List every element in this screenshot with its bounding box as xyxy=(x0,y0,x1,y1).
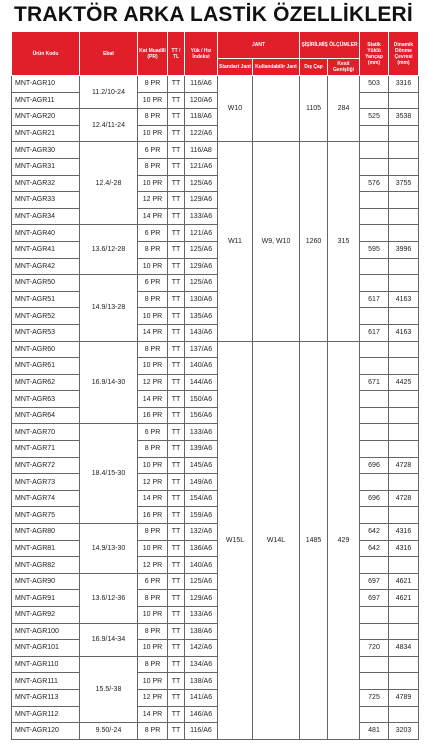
load-speed-cell: 139/A6 xyxy=(185,441,218,458)
static-radius-cell xyxy=(360,623,389,640)
ply-rating-cell: 8 PR xyxy=(138,723,168,740)
tt-tl-cell: TT xyxy=(168,490,185,507)
ply-rating-cell: 10 PR xyxy=(138,125,168,142)
ply-rating-cell: 8 PR xyxy=(138,76,168,93)
product-code-cell: MNT-AGR63 xyxy=(12,391,80,408)
ply-rating-cell: 6 PR xyxy=(138,225,168,242)
product-code-cell: MNT-AGR62 xyxy=(12,374,80,391)
rolling-circ-cell: 4728 xyxy=(389,490,419,507)
rolling-circ-cell xyxy=(389,623,419,640)
product-code-cell: MNT-AGR21 xyxy=(12,125,80,142)
outer-diameter-cell: 1105 xyxy=(300,76,328,142)
product-code-cell: MNT-AGR30 xyxy=(12,142,80,159)
size-cell: 13.6/12-28 xyxy=(80,225,138,275)
tt-tl-cell: TT xyxy=(168,374,185,391)
product-code-cell: MNT-AGR51 xyxy=(12,291,80,308)
usable-rim-cell: W14L xyxy=(253,341,300,739)
ply-rating-cell: 10 PR xyxy=(138,457,168,474)
outer-diameter-cell: 1260 xyxy=(300,142,328,341)
size-cell: 12.4/-28 xyxy=(80,142,138,225)
rolling-circ-cell xyxy=(389,308,419,325)
ply-rating-cell: 14 PR xyxy=(138,706,168,723)
rolling-circ-cell xyxy=(389,706,419,723)
static-radius-cell: 617 xyxy=(360,324,389,341)
rolling-circ-cell: 3996 xyxy=(389,241,419,258)
product-code-cell: MNT-AGR41 xyxy=(12,241,80,258)
section-width-cell: 429 xyxy=(328,341,360,739)
ply-rating-cell: 8 PR xyxy=(138,524,168,541)
static-radius-cell xyxy=(360,142,389,159)
static-radius-cell: 725 xyxy=(360,689,389,706)
static-radius-cell xyxy=(360,673,389,690)
static-radius-cell xyxy=(360,208,389,225)
rolling-circ-cell xyxy=(389,208,419,225)
static-radius-cell xyxy=(360,125,389,142)
load-speed-cell: 134/A6 xyxy=(185,656,218,673)
load-speed-cell: 125/A6 xyxy=(185,573,218,590)
size-cell: 16.9/14-34 xyxy=(80,623,138,656)
standard-rim-cell: W10 xyxy=(218,76,253,142)
product-code-cell: MNT-AGR120 xyxy=(12,723,80,740)
tt-tl-cell: TT xyxy=(168,524,185,541)
tt-tl-cell: TT xyxy=(168,474,185,491)
static-radius-cell: 617 xyxy=(360,291,389,308)
col-header-product-code: Ürün Kodu xyxy=(12,32,80,76)
table-row xyxy=(12,76,419,93)
product-code-cell: MNT-AGR53 xyxy=(12,324,80,341)
tt-tl-cell: TT xyxy=(168,441,185,458)
ply-rating-cell: 8 PR xyxy=(138,623,168,640)
rolling-circ-cell xyxy=(389,125,419,142)
product-code-cell: MNT-AGR74 xyxy=(12,490,80,507)
product-code-cell: MNT-AGR64 xyxy=(12,407,80,424)
static-radius-cell xyxy=(360,258,389,275)
ply-rating-cell: 10 PR xyxy=(138,540,168,557)
tt-tl-cell: TT xyxy=(168,142,185,159)
ply-rating-cell: 10 PR xyxy=(138,92,168,109)
tt-tl-cell: TT xyxy=(168,109,185,126)
static-radius-cell xyxy=(360,158,389,175)
tt-tl-cell: TT xyxy=(168,92,185,109)
col-header-inflated: ŞİŞİRİLMİŞ ÖLÇÜMLER xyxy=(300,32,360,59)
col-header-rolling-circ: Dinamik Dönme Çevresi (mm) xyxy=(389,32,419,76)
product-code-cell: MNT-AGR60 xyxy=(12,341,80,358)
tt-tl-cell: TT xyxy=(168,557,185,574)
product-code-cell: MNT-AGR112 xyxy=(12,706,80,723)
rolling-circ-cell: 4728 xyxy=(389,457,419,474)
static-radius-cell: 525 xyxy=(360,109,389,126)
rolling-circ-cell xyxy=(389,391,419,408)
tt-tl-cell: TT xyxy=(168,457,185,474)
rolling-circ-cell xyxy=(389,673,419,690)
rolling-circ-cell xyxy=(389,507,419,524)
product-code-cell: MNT-AGR70 xyxy=(12,424,80,441)
static-radius-cell xyxy=(360,474,389,491)
col-header-standard-rim: Standart Jant xyxy=(218,59,253,76)
static-radius-cell: 503 xyxy=(360,76,389,93)
rolling-circ-cell xyxy=(389,92,419,109)
product-code-cell: MNT-AGR72 xyxy=(12,457,80,474)
ply-rating-cell: 12 PR xyxy=(138,474,168,491)
ply-rating-cell: 12 PR xyxy=(138,689,168,706)
product-code-cell: MNT-AGR71 xyxy=(12,441,80,458)
tt-tl-cell: TT xyxy=(168,623,185,640)
rolling-circ-cell: 3203 xyxy=(389,723,419,740)
rolling-circ-cell: 3316 xyxy=(389,76,419,93)
table-row xyxy=(12,142,419,159)
load-speed-cell: 133/A6 xyxy=(185,607,218,624)
standard-rim-cell: W15L xyxy=(218,341,253,739)
ply-rating-cell: 16 PR xyxy=(138,507,168,524)
rolling-circ-cell: 4621 xyxy=(389,590,419,607)
load-speed-cell: 125/A6 xyxy=(185,175,218,192)
tt-tl-cell: TT xyxy=(168,640,185,657)
static-radius-cell xyxy=(360,192,389,209)
ply-rating-cell: 10 PR xyxy=(138,640,168,657)
product-code-cell: MNT-AGR31 xyxy=(12,158,80,175)
tt-tl-cell: TT xyxy=(168,358,185,375)
static-radius-cell xyxy=(360,225,389,242)
tt-tl-cell: TT xyxy=(168,573,185,590)
load-speed-cell: 129/A6 xyxy=(185,590,218,607)
ply-rating-cell: 14 PR xyxy=(138,391,168,408)
ply-rating-cell: 8 PR xyxy=(138,241,168,258)
load-speed-cell: 150/A6 xyxy=(185,391,218,408)
product-code-cell: MNT-AGR33 xyxy=(12,192,80,209)
rolling-circ-cell xyxy=(389,192,419,209)
load-speed-cell: 125/A6 xyxy=(185,275,218,292)
load-speed-cell: 149/A6 xyxy=(185,474,218,491)
size-cell: 14.9/13-30 xyxy=(80,524,138,574)
product-code-cell: MNT-AGR90 xyxy=(12,573,80,590)
static-radius-cell xyxy=(360,607,389,624)
ply-rating-cell: 14 PR xyxy=(138,208,168,225)
size-cell: 15.5/-38 xyxy=(80,656,138,722)
load-speed-cell: 141/A6 xyxy=(185,689,218,706)
static-radius-cell: 671 xyxy=(360,374,389,391)
product-code-cell: MNT-AGR80 xyxy=(12,524,80,541)
tt-tl-cell: TT xyxy=(168,308,185,325)
static-radius-cell: 576 xyxy=(360,175,389,192)
static-radius-cell xyxy=(360,557,389,574)
size-cell: 9.50/-24 xyxy=(80,723,138,740)
outer-diameter-cell: 1485 xyxy=(300,341,328,739)
static-radius-cell xyxy=(360,706,389,723)
load-speed-cell: 143/A6 xyxy=(185,324,218,341)
static-radius-cell xyxy=(360,358,389,375)
static-radius-cell xyxy=(360,92,389,109)
product-code-cell: MNT-AGR34 xyxy=(12,208,80,225)
ply-rating-cell: 14 PR xyxy=(138,490,168,507)
size-cell: 12.4/11-24 xyxy=(80,109,138,142)
product-code-cell: MNT-AGR92 xyxy=(12,607,80,624)
tt-tl-cell: TT xyxy=(168,540,185,557)
rolling-circ-cell xyxy=(389,607,419,624)
static-radius-cell: 697 xyxy=(360,590,389,607)
ply-rating-cell: 10 PR xyxy=(138,358,168,375)
load-speed-cell: 136/A6 xyxy=(185,540,218,557)
rolling-circ-cell: 4789 xyxy=(389,689,419,706)
ply-rating-cell: 6 PR xyxy=(138,275,168,292)
static-radius-cell: 697 xyxy=(360,573,389,590)
tt-tl-cell: TT xyxy=(168,723,185,740)
load-speed-cell: 116/A6 xyxy=(185,76,218,93)
col-header-static-radius: Statik Yüklü Yarıçap (mm) xyxy=(360,32,389,76)
product-code-cell: MNT-AGR82 xyxy=(12,557,80,574)
product-code-cell: MNT-AGR100 xyxy=(12,623,80,640)
product-code-cell: MNT-AGR73 xyxy=(12,474,80,491)
product-code-cell: MNT-AGR81 xyxy=(12,540,80,557)
ply-rating-cell: 14 PR xyxy=(138,324,168,341)
ply-rating-cell: 8 PR xyxy=(138,441,168,458)
size-cell: 11.2/10-24 xyxy=(80,76,138,109)
col-header-tt-tl: TT / TL xyxy=(168,32,185,76)
col-header-rim: JANT xyxy=(218,32,300,59)
static-radius-cell: 595 xyxy=(360,241,389,258)
tt-tl-cell: TT xyxy=(168,656,185,673)
rolling-circ-cell: 3755 xyxy=(389,175,419,192)
ply-rating-cell: 8 PR xyxy=(138,291,168,308)
product-code-cell: MNT-AGR113 xyxy=(12,689,80,706)
usable-rim-cell: W9, W10 xyxy=(253,142,300,341)
ply-rating-cell: 8 PR xyxy=(138,158,168,175)
static-radius-cell xyxy=(360,656,389,673)
rolling-circ-cell xyxy=(389,225,419,242)
load-speed-cell: 132/A6 xyxy=(185,524,218,541)
tt-tl-cell: TT xyxy=(168,225,185,242)
ply-rating-cell: 6 PR xyxy=(138,142,168,159)
rolling-circ-cell xyxy=(389,158,419,175)
load-speed-cell: 140/A6 xyxy=(185,358,218,375)
standard-rim-cell: W11 xyxy=(218,142,253,341)
ply-rating-cell: 10 PR xyxy=(138,673,168,690)
rolling-circ-cell xyxy=(389,275,419,292)
section-width-cell: 284 xyxy=(328,76,360,142)
static-radius-cell xyxy=(360,424,389,441)
product-code-cell: MNT-AGR61 xyxy=(12,358,80,375)
load-speed-cell: 130/A6 xyxy=(185,291,218,308)
ply-rating-cell: 8 PR xyxy=(138,109,168,126)
ply-rating-cell: 12 PR xyxy=(138,557,168,574)
rolling-circ-cell xyxy=(389,424,419,441)
ply-rating-cell: 8 PR xyxy=(138,590,168,607)
size-cell: 13.6/12-36 xyxy=(80,573,138,623)
load-speed-cell: 146/A6 xyxy=(185,706,218,723)
tt-tl-cell: TT xyxy=(168,424,185,441)
col-header-usable-rim: Kullanılabilir Jant xyxy=(253,59,300,76)
product-code-cell: MNT-AGR10 xyxy=(12,76,80,93)
tt-tl-cell: TT xyxy=(168,507,185,524)
load-speed-cell: 121/A6 xyxy=(185,158,218,175)
static-radius-cell: 642 xyxy=(360,524,389,541)
rolling-circ-cell: 4163 xyxy=(389,324,419,341)
product-code-cell: MNT-AGR20 xyxy=(12,109,80,126)
ply-rating-cell: 6 PR xyxy=(138,573,168,590)
rolling-circ-cell xyxy=(389,557,419,574)
product-code-cell: MNT-AGR32 xyxy=(12,175,80,192)
ply-rating-cell: 6 PR xyxy=(138,424,168,441)
static-radius-cell: 720 xyxy=(360,640,389,657)
rolling-circ-cell: 4621 xyxy=(389,573,419,590)
col-header-outer-diameter: Dış Çap xyxy=(300,59,328,76)
tt-tl-cell: TT xyxy=(168,175,185,192)
rolling-circ-cell xyxy=(389,441,419,458)
col-header-load-speed: Yük / Hız İndeksi xyxy=(185,32,218,76)
usable-rim-cell xyxy=(253,76,300,142)
static-radius-cell xyxy=(360,441,389,458)
ply-rating-cell: 12 PR xyxy=(138,192,168,209)
product-code-cell: MNT-AGR42 xyxy=(12,258,80,275)
rolling-circ-cell xyxy=(389,341,419,358)
load-speed-cell: 156/A6 xyxy=(185,407,218,424)
load-speed-cell: 122/A6 xyxy=(185,125,218,142)
rolling-circ-cell: 4163 xyxy=(389,291,419,308)
static-radius-cell xyxy=(360,308,389,325)
static-radius-cell: 481 xyxy=(360,723,389,740)
rolling-circ-cell: 3538 xyxy=(389,109,419,126)
page-title: TRAKTÖR ARKA LASTİK ÖZELLİKLERİ xyxy=(14,3,413,26)
ply-rating-cell: 10 PR xyxy=(138,258,168,275)
tt-tl-cell: TT xyxy=(168,275,185,292)
rolling-circ-cell: 4425 xyxy=(389,374,419,391)
rolling-circ-cell xyxy=(389,407,419,424)
static-radius-cell xyxy=(360,507,389,524)
static-radius-cell xyxy=(360,391,389,408)
load-speed-cell: 138/A6 xyxy=(185,673,218,690)
tt-tl-cell: TT xyxy=(168,673,185,690)
tire-spec-table xyxy=(11,31,419,740)
size-cell: 18.4/15-30 xyxy=(80,424,138,524)
load-speed-cell: 138/A6 xyxy=(185,623,218,640)
rolling-circ-cell: 4316 xyxy=(389,540,419,557)
load-speed-cell: 145/A6 xyxy=(185,457,218,474)
rolling-circ-cell xyxy=(389,474,419,491)
rolling-circ-cell: 4316 xyxy=(389,524,419,541)
product-code-cell: MNT-AGR91 xyxy=(12,590,80,607)
static-radius-cell xyxy=(360,275,389,292)
load-speed-cell: 129/A6 xyxy=(185,258,218,275)
tt-tl-cell: TT xyxy=(168,607,185,624)
load-speed-cell: 133/A6 xyxy=(185,208,218,225)
product-code-cell: MNT-AGR110 xyxy=(12,656,80,673)
product-code-cell: MNT-AGR50 xyxy=(12,275,80,292)
product-code-cell: MNT-AGR75 xyxy=(12,507,80,524)
load-speed-cell: 142/A6 xyxy=(185,640,218,657)
rolling-circ-cell xyxy=(389,358,419,375)
tt-tl-cell: TT xyxy=(168,324,185,341)
load-speed-cell: 118/A6 xyxy=(185,109,218,126)
load-speed-cell: 116/A6 xyxy=(185,723,218,740)
product-code-cell: MNT-AGR101 xyxy=(12,640,80,657)
tt-tl-cell: TT xyxy=(168,76,185,93)
load-speed-cell: 144/A6 xyxy=(185,374,218,391)
rolling-circ-cell xyxy=(389,142,419,159)
tt-tl-cell: TT xyxy=(168,125,185,142)
load-speed-cell: 137/A6 xyxy=(185,341,218,358)
tt-tl-cell: TT xyxy=(168,158,185,175)
size-cell: 14.9/13-28 xyxy=(80,275,138,341)
product-code-cell: MNT-AGR52 xyxy=(12,308,80,325)
section-width-cell: 315 xyxy=(328,142,360,341)
load-speed-cell: 129/A6 xyxy=(185,192,218,209)
static-radius-cell: 696 xyxy=(360,490,389,507)
load-speed-cell: 133/A6 xyxy=(185,424,218,441)
rolling-circ-cell xyxy=(389,258,419,275)
ply-rating-cell: 10 PR xyxy=(138,308,168,325)
load-speed-cell: 159/A6 xyxy=(185,507,218,524)
load-speed-cell: 116/A8 xyxy=(185,142,218,159)
tt-tl-cell: TT xyxy=(168,689,185,706)
static-radius-cell xyxy=(360,341,389,358)
load-speed-cell: 121/A6 xyxy=(185,225,218,242)
static-radius-cell xyxy=(360,407,389,424)
ply-rating-cell: 8 PR xyxy=(138,656,168,673)
tt-tl-cell: TT xyxy=(168,407,185,424)
tt-tl-cell: TT xyxy=(168,706,185,723)
tt-tl-cell: TT xyxy=(168,391,185,408)
ply-rating-cell: 12 PR xyxy=(138,374,168,391)
size-cell: 16.9/14-30 xyxy=(80,341,138,424)
col-header-ply-rating: Kat Muadili (PR) xyxy=(138,32,168,76)
tt-tl-cell: TT xyxy=(168,192,185,209)
load-speed-cell: 140/A6 xyxy=(185,557,218,574)
tt-tl-cell: TT xyxy=(168,291,185,308)
tt-tl-cell: TT xyxy=(168,590,185,607)
tt-tl-cell: TT xyxy=(168,241,185,258)
tt-tl-cell: TT xyxy=(168,208,185,225)
rolling-circ-cell: 4834 xyxy=(389,640,419,657)
load-speed-cell: 125/A6 xyxy=(185,241,218,258)
static-radius-cell: 696 xyxy=(360,457,389,474)
product-code-cell: MNT-AGR111 xyxy=(12,673,80,690)
ply-rating-cell: 10 PR xyxy=(138,175,168,192)
col-header-section-width: Kesit Genişliği xyxy=(328,59,360,76)
table-row xyxy=(12,341,419,358)
product-code-cell: MNT-AGR40 xyxy=(12,225,80,242)
rolling-circ-cell xyxy=(389,656,419,673)
ply-rating-cell: 8 PR xyxy=(138,341,168,358)
product-code-cell: MNT-AGR11 xyxy=(12,92,80,109)
load-speed-cell: 135/A6 xyxy=(185,308,218,325)
tt-tl-cell: TT xyxy=(168,258,185,275)
ply-rating-cell: 16 PR xyxy=(138,407,168,424)
static-radius-cell: 642 xyxy=(360,540,389,557)
col-header-size: Ebat xyxy=(80,32,138,76)
tt-tl-cell: TT xyxy=(168,341,185,358)
ply-rating-cell: 10 PR xyxy=(138,607,168,624)
load-speed-cell: 154/A6 xyxy=(185,490,218,507)
load-speed-cell: 120/A6 xyxy=(185,92,218,109)
